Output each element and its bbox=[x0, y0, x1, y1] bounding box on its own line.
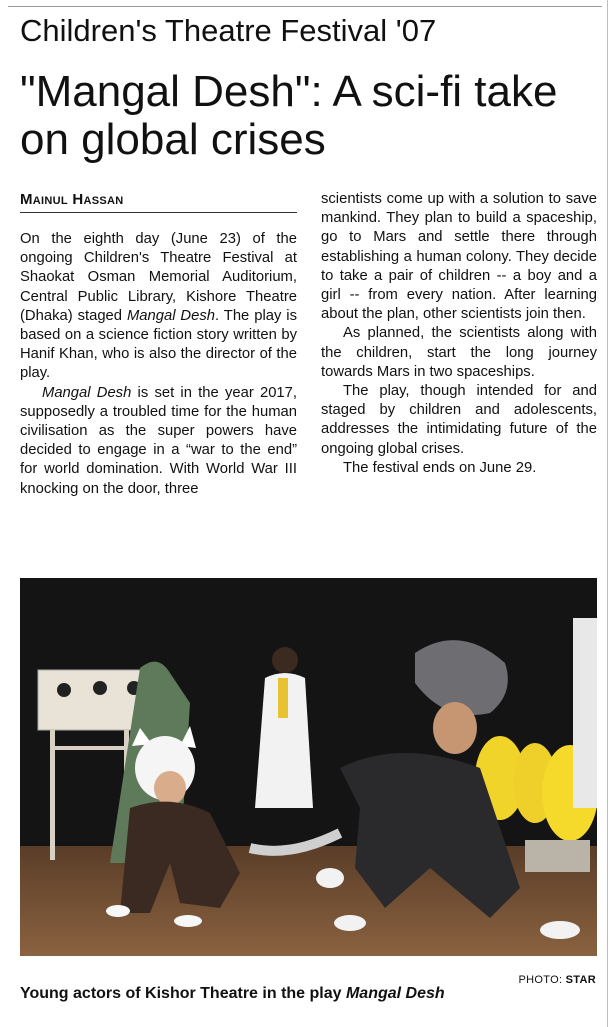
paragraph-text: is set in the year 2017, supposedly a troubled time for the human civilisation as the super powers have decided to engage in a “war to the end” for world domination. With World War III knocking on the door, three bbox=[20, 384, 297, 497]
credit-source: STAR bbox=[565, 974, 596, 986]
section-kicker: Children's Theatre Festival '07 bbox=[20, 13, 437, 48]
stage-photo bbox=[20, 578, 597, 956]
top-rule bbox=[8, 6, 602, 7]
paragraph-6: The festival ends on June 29. bbox=[343, 459, 537, 476]
photo-caption bbox=[20, 985, 445, 1003]
headline: "Mangal Desh": A sci-fi take on global crises bbox=[20, 67, 558, 164]
paragraph-5: The play, though intended for and staged by children and adolescents, addresses the intimidating future of the ongoing global crises. bbox=[321, 383, 597, 457]
stage-photo-illustration bbox=[20, 578, 597, 956]
caption-play-title: Mangal Desh bbox=[345, 985, 445, 1002]
paragraph-text: On the eighth day (June 23) of the ongoing Children's Theatre Festival at Shaokat Osman Memorial Auditorium, Central Public Library, Kishore Theatre (Dhaka) staged bbox=[20, 231, 297, 324]
paragraph-3: scientists come up with a solution to save mankind. They plan to build a spaceship, go to Mars and settle there through establishing a human colony. They decide to take a pair of children -- a boy and a girl -- from every nation. After learning about the plan, other scientists join then. bbox=[321, 191, 597, 323]
photo-credit bbox=[519, 974, 596, 986]
play-title: Mangal Desh bbox=[126, 307, 215, 324]
paragraph-4: As planned, the scientists along with the children, start the long journey towards Mars in two spaceships. bbox=[321, 325, 597, 380]
byline-rule bbox=[20, 212, 297, 213]
play-title: Mangal Desh bbox=[42, 384, 132, 401]
byline: Mainul Hassan bbox=[20, 191, 124, 208]
article-column-2 bbox=[321, 190, 597, 478]
paragraph-text: . The play is based on a science fiction story written by Hanif Khan, who is also the director of the play. bbox=[20, 307, 297, 382]
paragraph-2 bbox=[20, 384, 297, 499]
paragraph-1 bbox=[20, 230, 297, 384]
caption-text: Young actors of Kishor Theatre in the play bbox=[20, 985, 346, 1002]
article-column-1 bbox=[20, 230, 297, 499]
credit-label: PHOTO: bbox=[518, 974, 563, 986]
column-rule bbox=[607, 0, 608, 1027]
